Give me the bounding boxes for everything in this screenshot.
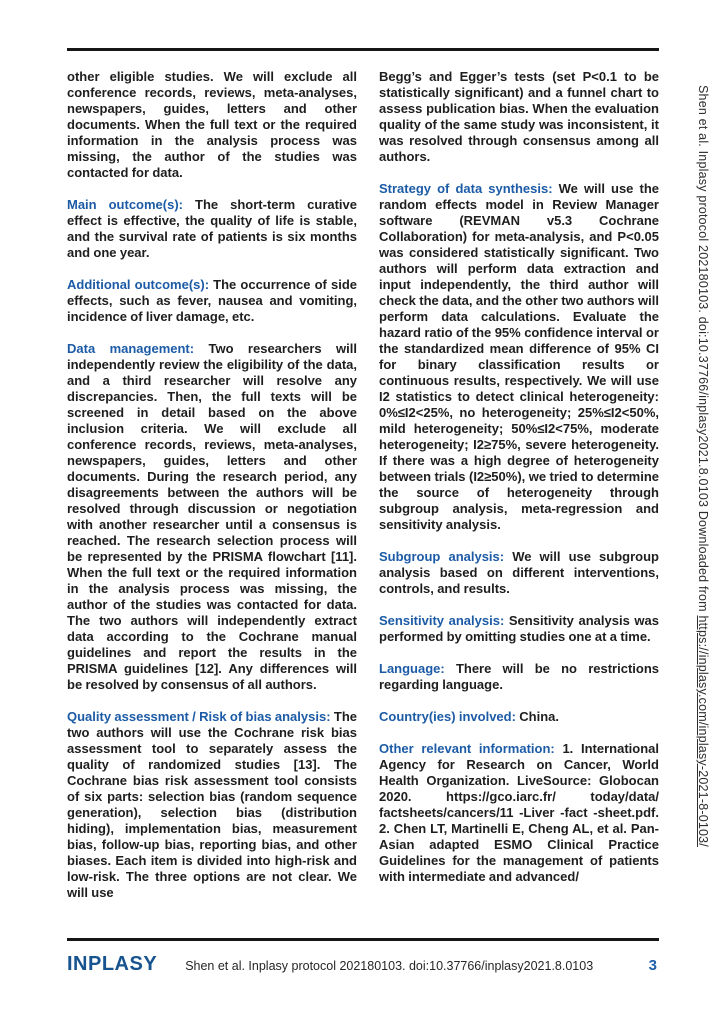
paragraph bbox=[379, 709, 659, 725]
paragraph-text: 1. International Agency for Research on Cancer, World Health Organization. LiveSource: Globocan 2020. https://gco.iarc.fr/ today/data/ factsheets/cancers/11 -Liver -fact -sheet.pdf. 2. Chen LT, Martinelli E, Cheng AL, et al. Pan-Asian adapted ESMO Clinical Practice Guidelines for the management of patients with intermediate and advanced/ bbox=[379, 741, 659, 884]
paragraph bbox=[67, 277, 357, 325]
section-heading: Subgroup analysis: bbox=[379, 549, 505, 564]
paragraph bbox=[379, 613, 659, 645]
section-heading: Quality assessment / Risk of bias analysis: bbox=[67, 709, 331, 724]
footer bbox=[67, 953, 659, 976]
sidebar-citation-link[interactable]: https://inplasy.com/inplasy-2021-8-0103/ bbox=[696, 615, 710, 847]
paragraph-text: The short-term curative effect is effective, the quality of life is stable, and the survival rate of patients is six months and one year. bbox=[67, 197, 357, 260]
section-heading: Sensitivity analysis: bbox=[379, 613, 505, 628]
inplasy-logo: INPLASY bbox=[67, 953, 158, 975]
paragraph-text: Sensitivity analysis was performed by omitting studies one at a time. bbox=[379, 613, 659, 644]
paragraph bbox=[379, 549, 659, 597]
sidebar-citation bbox=[696, 85, 710, 847]
section-heading: Strategy of data synthesis: bbox=[379, 181, 553, 196]
paragraph bbox=[379, 661, 659, 693]
paragraph-text: We will use subgroup analysis based on different interventions, controls, and results. bbox=[379, 549, 659, 596]
top-rule bbox=[67, 48, 659, 51]
section-heading: Other relevant information: bbox=[379, 741, 555, 756]
section-heading: Data management: bbox=[67, 341, 195, 356]
paragraph bbox=[379, 69, 659, 165]
right-column bbox=[379, 69, 659, 935]
paragraph-text: There will be no restrictions regarding language. bbox=[379, 661, 659, 692]
section-heading: Main outcome(s): bbox=[67, 197, 184, 212]
footer-rule bbox=[67, 938, 659, 941]
paragraph-text: Two researchers will independently review the eligibility of the data, and a third researcher will resolve any discrepancies. Then, the full texts will be screened in detail based on the above inclusion criteria. We will exclude all conference records, reviews, meta-analyses, newspapers, guides, letters and other documents. During the research period, any disagreements between the authors will be resolved through discussion or negotiation with another researcher until a consensus is reached. The research selection process will be represented by the PRISMA flowchart [11]. When the full text or the required information in the analysis process was missing, the author of the studies was contacted for data. The two authors will independently extract data according to the Cochrane manual guidelines and report the results in the PRISMA guidelines [12]. Any differences will be resolved by consensus of all authors. bbox=[67, 341, 357, 692]
paragraph-text: We will use the random effects model in Review Manager software (REVMAN v5.3 Cochrane Collaboration) for meta-analysis, and P<0.05 was considered statistically significant. Two authors will perform data extraction and input independently, the third author will check the data, and the other two authors will perform data calculations. Evaluate the hazard ratio of the 95% confidence interval or the standardized mean difference of 95% CI for binary classification results or continuous results, respectively. We will use I2 statistics to detect clinical heterogeneity: 0%≤I2<25%, no heterogeneity; 25%≤I2<50%, mild heterogeneity; 50%≤I2<75%, moderate heterogeneity; I2≥75%, severe heterogeneity. If there was a high degree of heterogeneity between trials (I2≥50%), we tried to determine the source of heterogeneity through subgroup analysis, meta-regression and sensitivity analysis. bbox=[379, 181, 659, 532]
paragraph bbox=[67, 69, 357, 181]
section-heading: Language: bbox=[379, 661, 445, 676]
page-body bbox=[67, 69, 659, 935]
section-heading: Country(ies) involved: bbox=[379, 709, 516, 724]
paragraph bbox=[67, 341, 357, 693]
paragraph bbox=[379, 181, 659, 533]
paragraph-text: China. bbox=[515, 709, 559, 724]
page-number: 3 bbox=[648, 957, 657, 974]
paragraph bbox=[379, 741, 659, 885]
footer-citation: Shen et al. Inplasy protocol 202180103. doi:10.37766/inplasy2021.8.0103 bbox=[185, 959, 594, 973]
section-heading: Additional outcome(s): bbox=[67, 277, 210, 292]
paragraph bbox=[67, 709, 357, 901]
paragraph-text: other eligible studies. We will exclude all conference records, reviews, meta-analyses, newspapers, guides, letters and other documents. When the full text or the required information in the analysis process was missing, the author of the studies was contacted for data. bbox=[67, 69, 357, 180]
paragraph-text: The two authors will use the Cochrane risk bias assessment tool to separately assess the quality of randomized studies [13]. The Cochrane bias risk assessment tool consists of six parts: selection bias (random sequence generation), selection bias (distribution hiding), implementation bias, measurement bias, follow-up bias, reporting bias, and other biases. Each item is divided into high-risk and low-risk. The three options are not clear. We will use bbox=[67, 709, 357, 900]
sidebar-citation-text: Shen et al. Inplasy protocol 202180103. doi:10.37766/inplasy2021.8.0103 Downloaded from bbox=[696, 85, 710, 616]
left-column bbox=[67, 69, 357, 935]
paragraph bbox=[67, 197, 357, 261]
paragraph-text: Begg’s and Egger’s tests (set P<0.1 to be statistically significant) and a funnel chart to assess publication bias. When the evaluation quality of the same study was inconsistent, it was resolved through consensus among all authors. bbox=[379, 69, 659, 164]
paragraph-text: The occurrence of side effects, such as fever, nausea and vomiting, incidence of liver damage, etc. bbox=[67, 277, 357, 324]
